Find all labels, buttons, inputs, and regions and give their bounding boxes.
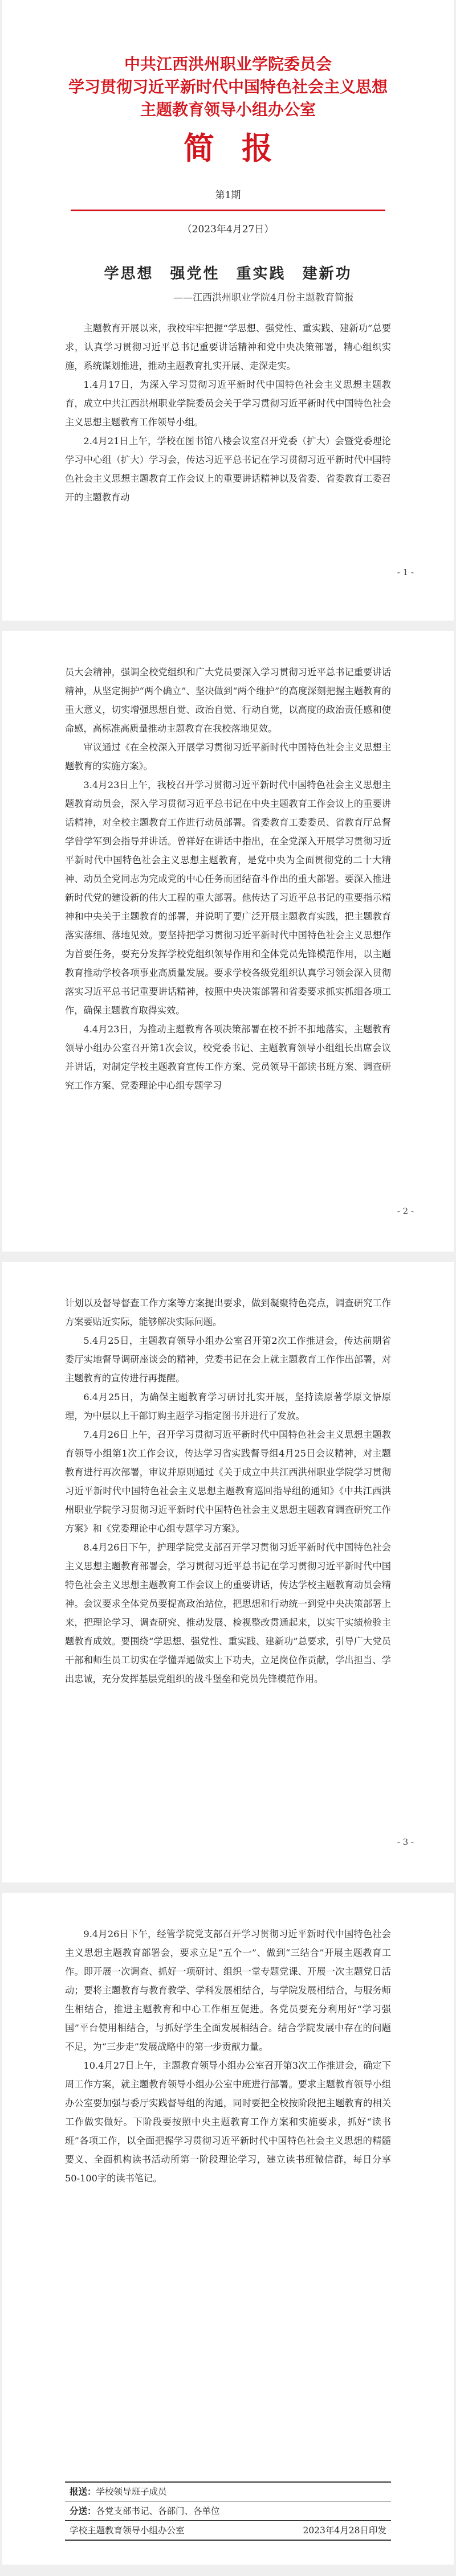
issuer-line xyxy=(70,2524,386,2536)
document-page-2 xyxy=(2,631,454,1252)
footer-rule xyxy=(65,2520,391,2521)
report-recipients: 学校领导班子成员 xyxy=(96,2487,167,2497)
org-name-line-2: 学习贯彻习近平新时代中国特色社会主义思想 xyxy=(68,77,388,96)
footer-top-rule xyxy=(65,2481,391,2483)
distribute-recipients: 各党支部书记、各部门、各单位 xyxy=(96,2506,220,2516)
org-name-line-1: 中共江西洪州职业学院委员会 xyxy=(124,55,332,73)
document-title: 简报 xyxy=(184,130,300,166)
issuing-office: 学校主题教育领导小组办公室 xyxy=(70,2525,185,2536)
document-page-4 xyxy=(2,1893,454,2565)
distribute-label: 分送： xyxy=(70,2505,96,2516)
paragraph: 10.4月27日上午，主题教育领导小组办公室召开第3次工作推进会，确定下周工作方案，就主题教育领导小组办公室中班进行部署。要求主题教育领导小组办公室要加强与委厅实践督导组的沟通，同时要把全校按阶段把主题教育的相关工作做实做好。下阶段要按照中央主题教育工作方案和实施要求，抓好“读书班”各项工作，以全面把握学习贯彻习近平新时代中国特色社会主义思想的精髓要义、全面机构读书活动所第一阶段理论学习，建立读书班微信群，每日分享50-100字的读书笔记。 xyxy=(65,2060,391,2184)
issue-date: （2023年4月27日） xyxy=(182,224,274,235)
page-4-body xyxy=(65,1925,391,2188)
paragraph: 员大会精神，强调全校党组织和广大党员要深入学习贯彻习近平总书记重要讲话精神，从坚定拥护“两个确立”、坚决做到“两个维护”的高度深刻把握主题教育的重大意义，切实增强思想自觉、政治自觉、行动自觉，以高度的政治责任感和使命感，高标准高质量推动主题教育在我校落地见效。 xyxy=(65,667,391,734)
paragraph: 7.4月26日上午，召开学习贯彻习近平新时代中国特色社会主义思想主题教育领导小组第1次工作会议，传达学习省实践督导组4月25日会议精神，对主题教育进行再次部署，审议并原则通过《关于成立中共江西洪州职业学院学习贯彻习近平新时代中国特色社会主义思想主题教育巡回指导组的通知》《中共江西洪州职业学院学习贯彻习近平新时代中国特色社会主义思想主题教育调查研究工作方案》和《党委理论中心组专题学习方案》。 xyxy=(65,1429,391,1534)
headline-subtitle: ——江西洪州职业学院4月份主题教育简报 xyxy=(173,292,354,303)
page-number: - 3 - xyxy=(397,1837,414,1847)
document-page-3 xyxy=(2,1262,454,1882)
page-number: - 2 - xyxy=(397,1206,414,1216)
paragraph: 1.4月17日，为深入学习贯彻习近平新时代中国特色社会主义思想主题教育，成立中共江西洪州职业学院委员会关于学习贯彻习近平新时代中国特色社会主义思想主题教育工作领导小组。 xyxy=(65,379,391,428)
distribute-to-line xyxy=(70,2504,386,2517)
print-date: 2023年4月28日印发 xyxy=(303,2525,386,2536)
document-page-1 xyxy=(2,0,454,621)
headline-title: 学思想 强党性 重实践 建新功 xyxy=(104,265,352,282)
paragraph: 6.4月25日，为确保主题教育学习研讨扎实开展，坚持读原著学原文悟原理，为中层以上干部订购主题学习指定图书并进行了发放。 xyxy=(65,1392,391,1421)
page-3-body xyxy=(65,1294,391,1688)
red-divider xyxy=(71,210,385,211)
footer-bottom-rule xyxy=(65,2540,391,2541)
page-2-body xyxy=(65,663,391,1095)
paragraph: 4.4月23日，为推动主题教育各项决策部署在校不折不扣地落实，主题教育领导小组办公室召开第1次会议，校党委书记、主题教育领导小组组长出席会议并讲话，对制定学校主题教育宣传工作方案、党员领导干部读书班方案、调查研究工作方案、党委理论中心组专题学习 xyxy=(65,1024,391,1091)
paragraph: 审议通过《在全校深入开展学习贯彻习近平新时代中国特色社会主义思想主题教育的实施方案》。 xyxy=(65,742,391,772)
paragraph: 3.4月23日上午，我校召开学习贯彻习近平新时代中国特色社会主义思想主题教育动员会，深入学习贯彻习近平总书记在中央主题教育工作会议上的重要讲话精神，对全校主题教育工作进行动员部署。省委教育工委委员、省教育厅总督学曾学军到会指导并讲话。曾祥好在讲话中指出，在全党深入开展学习贯彻习近平新时代中国特色社会主义思想主题教育，是党中央为全面贯彻党的二十大精神、动员全党同志为完成党的中心任务而团结奋斗作出的重大部署。要深入推进新时代党的建设新的伟大工程的重大部署。他传达了习近平总书记的重要指示精神和中央关于主题教育的部署，并说明了要广泛开展主题教育实践，把主题教育落实落细、落地见效。要坚持把学习贯彻习近平新时代中国特色社会主义思想作为首要任务，要充分发挥学校党组织领导作用和全体党员先锋模范作用，以主题教育推动学校各项事业高质量发展。要求学校各级党组织认真学习领会深入贯彻落实习近平总书记重要讲话精神，按照中央决策部署和省委要求抓实抓细各项工作，确保主题教育取得实效。 xyxy=(65,780,391,1016)
paragraph: 9.4月26日下午，经管学院党支部召开学习贯彻习近平新时代中国特色社会主义思想主题教育部署会，要求立足“五个一”、做到“三结合”开展主题教育工作。即开展一次调查、抓好一项研讨、组织一堂专题党课、开展一次主题党日活动；要将主题教育与教育教学、学科发展相结合，与学院发展相结合，与服务师生相结合，推进主题教育和中心工作相互促进。各党员要充分利用好“学习强国”平台使用相结合，与抓好学生全面发展相结合。结合学院发展中存在的问题不足，为“三步走”发展战略中的第一步贡献力量。 xyxy=(65,1929,391,2052)
issue-number: 第1期 xyxy=(215,190,241,201)
report-label: 报送： xyxy=(70,2486,96,2497)
report-to-line xyxy=(70,2485,386,2497)
org-name-line-3: 主题教育领导小组办公室 xyxy=(140,100,316,119)
paragraph: 8.4月26日下午，护理学院党支部召开学习贯彻习近平新时代中国特色社会主义思想主题教育部署会，学习贯彻习近平总书记在学习贯彻习近平新时代中国特色社会主义思想主题教育工作会议上的重要讲话，传达学校主题教育动员会精神。会议要求全体党员要提高政治站位，把思想和行动统一到党中央决策部署上来，把理论学习、调查研究、推动发展、检视整改贯通起来，以实干实绩检验主题教育成效。要围绕“学思想、强党性、重实践、建新功”总要求，引导广大党员干部和师生员工切实在学懂弄通做实上下功夫，立足岗位作贡献，学出担当、学出忠诚，充分发挥基层党组织的战斗堡垒和党员先锋模范作用。 xyxy=(65,1542,391,1684)
paragraph: 计划以及督导督查工作方案等方案提出要求，做到凝聚特色亮点，调查研究工作方案要贴近实际，能够解决实际问题。 xyxy=(65,1298,391,1327)
paragraph: 2.4月21日上午，学校在图书馆八楼会议室召开党委（扩大）会暨党委理论学习中心组（扩大）学习会，传达习近平总书记在学习贯彻习近平新时代中国特色社会主义思想主题教育工作会议上的重要讲话精神以及省委、省委教育工委召开的主题教育动 xyxy=(65,436,391,503)
paragraph: 5.4月25日，主题教育领导小组办公室召开第2次工作推进会，传达前期省委厅实地督导调研座谈会的精神，党委书记在会上就主题教育工作作出部署，对主题教育的宣传进行再提醒。 xyxy=(65,1335,391,1384)
paragraph: 主题教育开展以来，我校牢牢把握“学思想、强党性、重实践、建新功”总要求，认真学习贯彻习近平总书记重要讲话精神和党中央决策部署，精心组织实施，系统谋划推进，推动主题教育扎实开展、走深走实。 xyxy=(65,323,391,371)
page-number: - 1 - xyxy=(397,567,414,577)
page-1-body xyxy=(65,319,391,507)
